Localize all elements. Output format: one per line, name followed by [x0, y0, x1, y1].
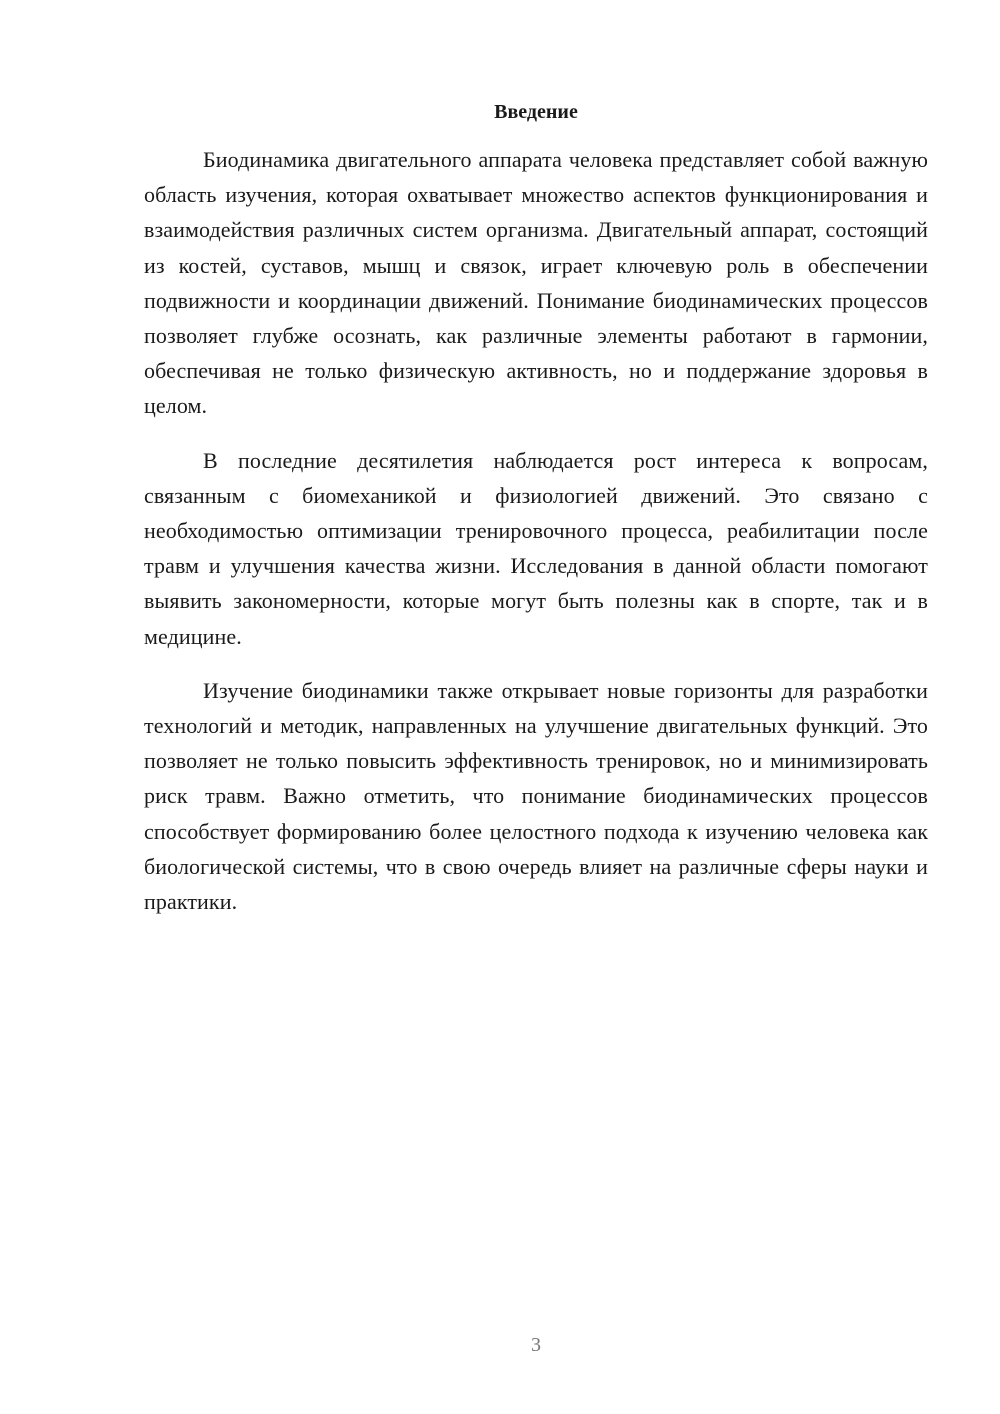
- paragraph-3: Изучение биодинамики также открывает новые горизонты для разработки технологий и методик, направленных на улучшение двигательных функций. Это позволяет не только повысить эффективность тренировок, но и минимизировать риск травм. Важно отметить, что понимание биодинамических процессов способствует формированию более целостного подхода к изучению человека как биологической системы, что в свою очередь влияет на различные сферы науки и практики.: [144, 677, 928, 915]
- body-text: [144, 142, 928, 938]
- section-title: Введение: [494, 101, 578, 123]
- page-number: 3: [531, 1334, 541, 1356]
- paragraph-2: В последние десятилетия наблюдается рост интереса к вопросам, связанным с биомеханикой и физиологией движений. Это связано с необходимостью оптимизации тренировочного процесса, реабилитации после травм и улучшения качества жизни. Исследования в данной области помогают выявить закономерности, которые могут быть полезны как в спорте, так и в медицине.: [144, 447, 928, 649]
- paragraph-1: Биодинамика двигательного аппарата человека представляет собой важную область изучения, которая охватывает множество аспектов функционирования и взаимодействия различных систем организма. Двигательный аппарат, состоящий из костей, суставов, мышц и связок, играет ключевую роль в обеспечении подвижности и координации движений. Понимание биодинамических процессов позволяет глубже осознать, как различные элементы работают в гармонии, обеспечивая не только физическую активность, но и поддержание здоровья в целом.: [144, 147, 928, 419]
